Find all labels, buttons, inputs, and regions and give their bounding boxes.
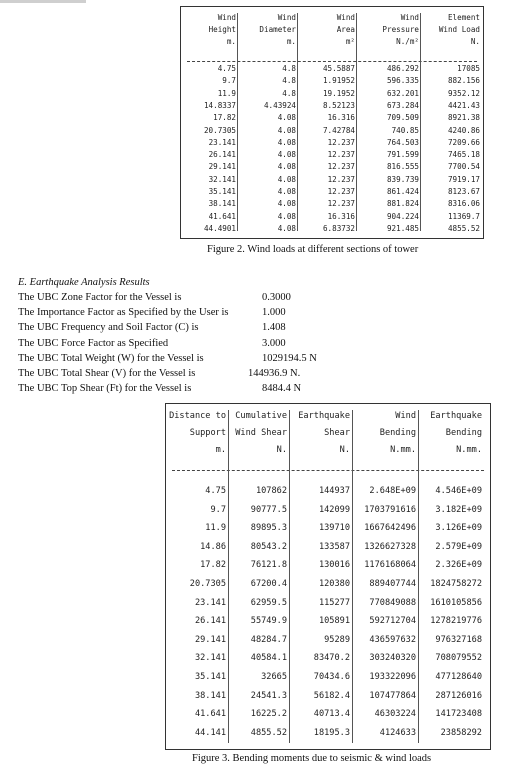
table-cell: 287126016 [435, 690, 482, 701]
table-cell: 791.599 [386, 150, 419, 160]
table-cell: 881.824 [386, 199, 419, 209]
table-cell: 303240320 [369, 653, 416, 664]
table-cell: 144937 [318, 486, 350, 496]
result-label: The UBC Total Weight (W) for the Vessel is [18, 352, 204, 364]
table-cell: 4855.52 [250, 727, 287, 738]
table-row [166, 579, 490, 589]
table-cell: 40584.1 [250, 653, 287, 664]
table-cell: 16.316 [327, 113, 355, 123]
result-label: The Importance Factor as Specified by the User is [18, 307, 229, 319]
column-header: m. [215, 445, 226, 455]
table-row [181, 113, 483, 122]
header-row [181, 25, 483, 34]
table-cell: 23.141 [194, 597, 226, 608]
table-cell: 17.82 [200, 560, 226, 571]
figure-3-caption: Figure 3. Bending moments due to seismic & wind loads [192, 753, 432, 764]
table-cell: 673.284 [386, 100, 419, 110]
result-value: 144936.9 N. [248, 368, 301, 379]
table-cell: 105891 [318, 616, 350, 627]
column-header: N.mm. [456, 445, 482, 455]
table-cell: 44.4901 [203, 223, 236, 233]
table-row [166, 635, 490, 645]
table-cell: 40713.4 [313, 709, 350, 720]
wind-loads-table [180, 6, 484, 239]
table-cell: 4.75 [205, 486, 226, 496]
table-cell: 142099 [318, 504, 350, 515]
column-divider [289, 410, 290, 743]
table-cell: 486.292 [386, 64, 419, 73]
column-header: Element [447, 13, 480, 22]
column-divider [228, 410, 229, 743]
column-header: Diameter [259, 25, 296, 34]
column-header: Earthquake [298, 411, 350, 421]
table-cell: 4124633 [379, 727, 416, 738]
table-cell: 35.141 [208, 187, 236, 196]
table-cell: 83470.2 [313, 653, 350, 664]
column-header: Cumulative [235, 411, 287, 421]
table-cell: 107477864 [369, 690, 416, 701]
column-header: Shear [324, 428, 350, 438]
table-cell: 130016 [318, 560, 350, 571]
table-row [181, 199, 483, 208]
table-cell: 29.141 [208, 162, 236, 172]
header-row [166, 428, 490, 438]
table-cell: 32665 [261, 672, 287, 682]
table-cell: 41.641 [194, 709, 226, 720]
table-cell: 882.156 [447, 76, 480, 86]
table-cell: 1703791616 [364, 504, 416, 515]
column-header: Area [336, 25, 355, 34]
column-header: m. [286, 37, 296, 46]
table-cell: 1326627328 [364, 541, 416, 552]
table-cell: 1278219776 [430, 616, 482, 627]
table-cell: 48284.7 [250, 634, 287, 645]
table-cell: 8921.38 [447, 113, 480, 123]
table-cell: 38.141 [208, 199, 236, 209]
table-row [181, 212, 483, 221]
table-cell: 1610105856 [430, 597, 482, 608]
table-cell: 17.82 [213, 113, 236, 123]
table-cell: 6.83732 [322, 223, 355, 233]
column-header: N. [276, 445, 287, 455]
table-cell: 592712704 [369, 616, 416, 627]
table-cell: 4.08 [277, 162, 296, 172]
table-cell: 7209.66 [447, 137, 480, 147]
table-row [181, 64, 483, 73]
table-cell: 4.546E+09 [435, 486, 482, 496]
table-cell: 889407744 [369, 579, 416, 589]
table-row [166, 691, 490, 701]
table-cell: 12.237 [327, 187, 355, 196]
column-header: Distance to [169, 411, 226, 421]
table-cell: 708079552 [435, 653, 482, 664]
column-header: Bending [379, 428, 416, 438]
table-cell: 20.7305 [189, 579, 226, 589]
table-cell: 139710 [318, 523, 350, 534]
table-row [166, 560, 490, 570]
table-cell: 67200.4 [250, 579, 287, 589]
table-cell: 95289 [324, 634, 350, 645]
column-header: Bending [445, 428, 482, 438]
result-value: 1029194.5 N [262, 352, 317, 364]
result-row [18, 322, 286, 334]
table-cell: 9.7 [210, 504, 226, 515]
table-row [166, 598, 490, 608]
column-header: Earthquake [430, 411, 482, 421]
table-cell: 23.141 [208, 137, 236, 147]
table-cell: 26.141 [194, 616, 226, 627]
table-row [181, 101, 483, 110]
table-row [181, 76, 483, 85]
table-cell: 41.641 [208, 211, 236, 221]
column-header: Wind [395, 411, 416, 421]
column-header: Wind [400, 13, 419, 22]
table-cell: 46303224 [374, 709, 416, 720]
table-row [181, 150, 483, 159]
table-cell: 904.224 [386, 211, 419, 221]
table-cell: 38.141 [194, 690, 226, 701]
table-cell: 20.7305 [203, 125, 236, 135]
table-cell: 7919.17 [447, 174, 480, 184]
table-cell: 839.739 [386, 174, 419, 184]
table-cell: 9352.12 [447, 88, 480, 98]
table-cell: 133587 [318, 541, 350, 552]
table-cell: 4.08 [277, 125, 296, 135]
table-cell: 45.5887 [322, 64, 355, 73]
table-cell: 24541.3 [250, 690, 287, 701]
table-cell: 632.201 [386, 88, 419, 98]
table-cell: 4.8 [282, 64, 296, 73]
table-cell: 1176168064 [364, 560, 416, 571]
column-header: Pressure [382, 25, 419, 34]
figure-2-caption: Figure 2. Wind loads at different sections of tower [207, 244, 419, 255]
table-cell: 4855.52 [447, 223, 480, 233]
table-row [181, 89, 483, 98]
table-cell: 14.86 [200, 541, 226, 552]
table-cell: 9.7 [222, 76, 236, 86]
column-divider [237, 13, 238, 231]
table-cell: 12.237 [327, 174, 355, 184]
table-cell: 976327168 [435, 634, 482, 645]
column-header: m. [226, 37, 236, 46]
result-row [18, 292, 291, 303]
table-cell: 12.237 [327, 137, 355, 147]
table-cell: 816.555 [386, 162, 419, 172]
table-row [181, 224, 483, 233]
header-row [166, 445, 490, 455]
column-header: N./m² [396, 37, 419, 46]
column-header: m² [345, 37, 355, 46]
table-cell: 1667642496 [364, 523, 416, 534]
result-label: The UBC Force Factor as Specified [18, 337, 169, 349]
table-cell: 90777.5 [250, 504, 287, 515]
result-value: 0.3000 [262, 292, 291, 303]
column-header: Wind Shear [235, 428, 287, 438]
table-cell: 4.08 [277, 150, 296, 160]
table-row [166, 505, 490, 515]
table-row [166, 672, 490, 682]
result-value: 3.000 [262, 337, 286, 349]
table-cell: 11369.7 [447, 211, 480, 221]
table-cell: 23858292 [440, 727, 482, 738]
table-cell: 7700.54 [447, 162, 480, 172]
table-cell: 4.08 [277, 113, 296, 123]
table-cell: 29.141 [194, 634, 226, 645]
table-cell: 436597632 [369, 634, 416, 645]
result-label: The UBC Top Shear (Ft) for the Vessel is [18, 383, 192, 395]
column-divider [420, 13, 421, 231]
table-cell: 4.08 [277, 223, 296, 233]
table-cell: 12.237 [327, 162, 355, 172]
table-cell: 141723408 [435, 709, 482, 720]
header-row [181, 13, 483, 22]
table-row [181, 162, 483, 171]
table-cell: 16225.2 [250, 709, 287, 720]
table-cell: 70434.6 [313, 672, 350, 682]
section-e-title: E. Earthquake Analysis Results [18, 277, 150, 288]
table-cell: 12.237 [327, 150, 355, 160]
result-label: The UBC Zone Factor for the Vessel is [18, 292, 182, 303]
table-cell: 19.1952 [322, 88, 355, 98]
table-cell: 11.9 [205, 523, 226, 534]
table-cell: 4421.43 [447, 100, 480, 110]
result-value: 1.000 [262, 307, 286, 319]
table-cell: 76121.8 [250, 560, 287, 571]
table-cell: 44.141 [194, 727, 226, 738]
table-cell: 4.43924 [263, 100, 296, 110]
table-cell: 2.326E+09 [435, 560, 482, 571]
table-cell: 120380 [318, 579, 350, 589]
table-cell: 17085 [457, 64, 480, 73]
table-cell: 107862 [255, 486, 287, 496]
table-cell: 4.08 [277, 174, 296, 184]
table-cell: 193322096 [369, 672, 416, 682]
column-divider [418, 410, 419, 743]
column-divider [297, 13, 298, 231]
column-divider [356, 13, 357, 231]
table-cell: 2.648E+09 [369, 486, 416, 496]
column-header: N.mm. [390, 445, 416, 455]
table-cell: 12.237 [327, 199, 355, 209]
table-row [166, 523, 490, 533]
table-cell: 1.91952 [322, 76, 355, 86]
table-cell: 4.8 [282, 76, 296, 86]
column-header: N. [339, 445, 350, 455]
column-header: Support [189, 428, 226, 438]
table-cell: 4.75 [217, 64, 236, 73]
table-cell: 770849088 [369, 597, 416, 608]
column-header: Wind Load [438, 25, 480, 34]
table-cell: 16.316 [327, 211, 355, 221]
table-cell: 740.85 [391, 125, 419, 135]
table-cell: 3.182E+09 [435, 504, 482, 515]
column-header: Wind [277, 13, 296, 22]
table-row [166, 542, 490, 552]
table-row [181, 126, 483, 135]
table-header-separator [187, 61, 477, 62]
table-cell: 764.503 [386, 137, 419, 147]
table-cell: 56182.4 [313, 690, 350, 701]
table-cell: 18195.3 [313, 727, 350, 738]
table-cell: 477128640 [435, 672, 482, 682]
table-cell: 596.335 [386, 76, 419, 86]
bending-moments-table [165, 403, 491, 750]
table-cell: 55749.9 [250, 616, 287, 627]
column-divider [352, 410, 353, 743]
table-cell: 80543.2 [250, 541, 287, 552]
table-cell: 2.579E+09 [435, 541, 482, 552]
table-row [166, 709, 490, 719]
table-row [181, 138, 483, 147]
result-label: The UBC Frequency and Soil Factor (C) is [18, 322, 199, 334]
table-cell: 7.42784 [322, 125, 355, 135]
result-row [18, 352, 317, 364]
result-row [18, 307, 286, 319]
result-row [18, 337, 286, 349]
table-row [181, 187, 483, 196]
column-header: Height [208, 25, 236, 34]
table-cell: 3.126E+09 [435, 523, 482, 534]
header-row [181, 37, 483, 46]
table-cell: 861.424 [386, 187, 419, 196]
header-row [166, 411, 490, 421]
table-row [166, 486, 490, 496]
column-header: Wind [217, 13, 236, 22]
table-cell: 1824758272 [430, 579, 482, 589]
table-cell: 14.8337 [203, 100, 236, 110]
table-cell: 32.141 [194, 653, 226, 664]
table-cell: 4.08 [277, 199, 296, 209]
table-row [166, 616, 490, 626]
table-cell: 62959.5 [250, 597, 287, 608]
table-cell: 8123.67 [447, 187, 480, 196]
table-cell: 4.8 [282, 88, 296, 98]
table-cell: 89895.3 [250, 523, 287, 534]
table-cell: 7465.18 [447, 150, 480, 160]
table-row [181, 175, 483, 184]
header-rule [0, 0, 86, 3]
table-cell: 921.485 [386, 223, 419, 233]
table-header-separator [172, 470, 484, 471]
result-row [18, 383, 302, 395]
table-cell: 26.141 [208, 150, 236, 160]
table-cell: 8.52123 [322, 100, 355, 110]
table-row [166, 653, 490, 663]
table-cell: 709.509 [386, 113, 419, 123]
table-cell: 4240.86 [447, 125, 480, 135]
column-header: N. [470, 37, 480, 46]
table-cell: 32.141 [208, 174, 236, 184]
table-cell: 35.141 [194, 672, 226, 682]
result-label: The UBC Total Shear (V) for the Vessel is [18, 368, 196, 379]
table-cell: 4.08 [277, 211, 296, 221]
table-cell: 4.08 [277, 187, 296, 196]
table-row [166, 728, 490, 738]
table-cell: 115277 [318, 597, 350, 608]
table-cell: 8316.06 [447, 199, 480, 209]
result-row [18, 368, 301, 379]
column-header: Wind [336, 13, 355, 22]
result-value: 8484.4 N [262, 383, 302, 395]
result-value: 1.408 [262, 322, 286, 334]
table-cell: 11.9 [217, 88, 236, 98]
table-cell: 4.08 [277, 137, 296, 147]
